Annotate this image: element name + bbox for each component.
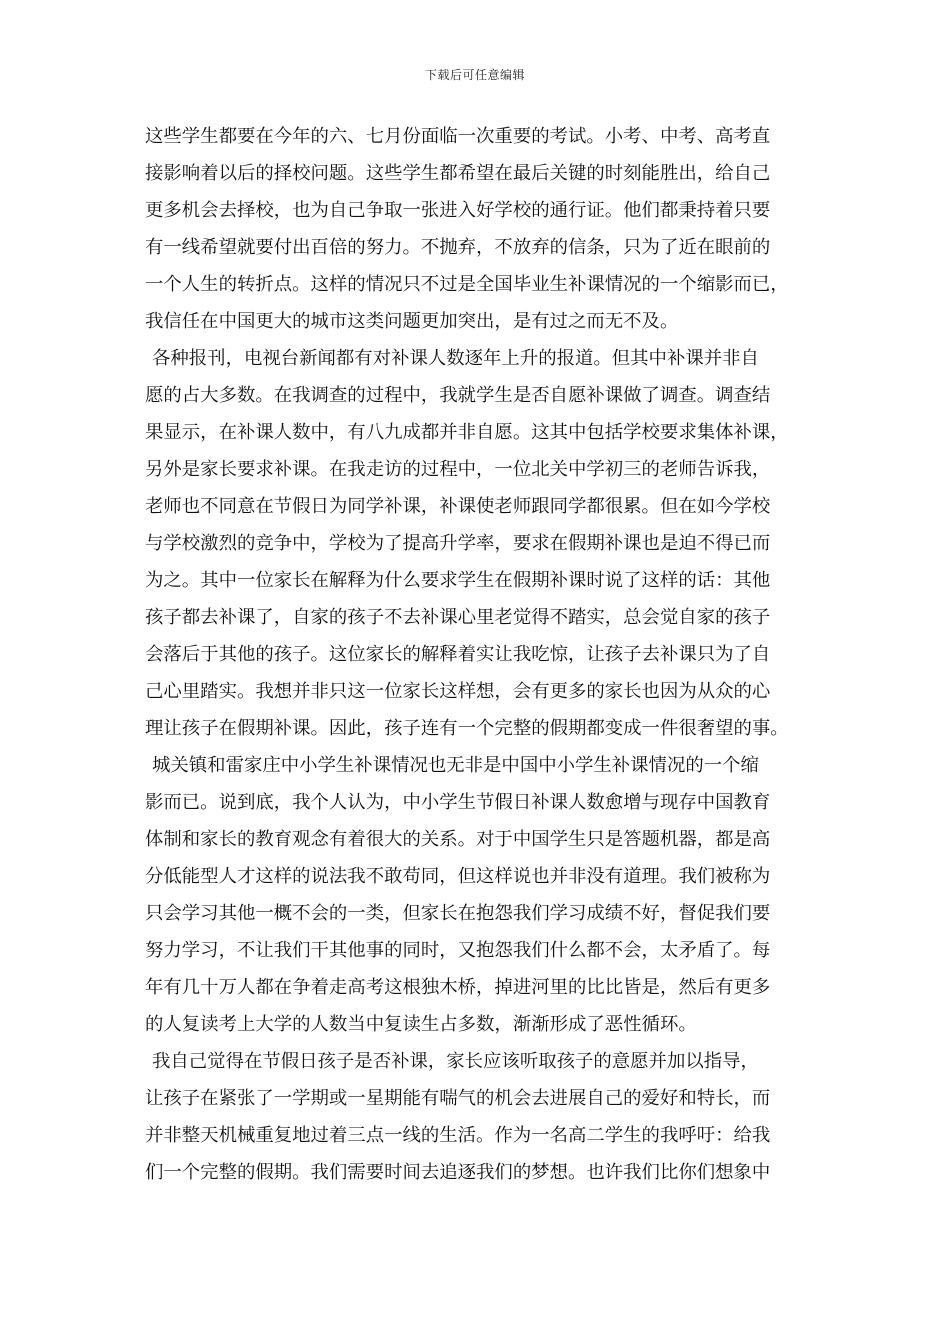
text-line: 体制和家长的教育观念有着很大的关系。对于中国学生只是答题机器，都是高	[145, 829, 771, 850]
text-line: 更多机会去择校，也为自己争取一张进入好学校的通行证。他们都秉持着只要	[145, 200, 771, 221]
text-line: 这些学生都要在今年的六、七月份面临一次重要的考试。小考、中考、高考直	[145, 126, 771, 147]
text-line: 我信任在中国更大的城市这类问题更加突出，是有过之而无不及。	[145, 311, 679, 332]
text-line: 年有几十万人都在争着走高考这根独木桥，掉进河里的比比皆是，然后有更多	[145, 977, 771, 998]
text-line: 果显示，在补课人数中，有八九成都并非自愿。这其中包括学校要求集体补课，	[145, 422, 789, 443]
text-line: 接影响着以后的择校问题。这些学生都希望在最后关键的时刻能胜出，给自己	[145, 163, 771, 184]
text-line: 努力学习，不让我们干其他事的同时，又抱怨我们什么都不会，太矛盾了。每	[145, 940, 771, 961]
text-line: 让孩子在紧张了一学期或一星期能有喘气的机会去进展自己的爱好和特长，而	[145, 1088, 771, 1109]
text-line: 们一个完整的假期。我们需要时间去追逐我们的梦想。也许我们比你们想象中	[145, 1162, 771, 1183]
text-line: 我自己觉得在节假日孩子是否补课，家长应该听取孩子的意愿并加以指导，	[152, 1051, 759, 1072]
text-line: 的人复读考上大学的人数当中复读生占多数，渐渐形成了恶性循环。	[145, 1014, 697, 1035]
document-body	[145, 118, 813, 1191]
text-line: 各种报刊，电视台新闻都有对补课人数逐年上升的报道。但其中补课并非自	[152, 348, 759, 369]
text-line: 有一线希望就要付出百倍的努力。不抛弃，不放弃的信条，只为了近在眼前的	[145, 237, 771, 258]
text-line: 分低能型人才这样的说法我不敢苟同，但这样说也并非没有道理。我们被称为	[145, 866, 771, 887]
text-line: 一个人生的转折点。这样的情况只不过是全国毕业生补课情况的一个缩影而已，	[145, 274, 789, 295]
text-line: 老师也不同意在节假日为同学补课，补课使老师跟同学都很累。但在如今学校	[145, 496, 771, 517]
text-line: 为之。其中一位家长在解释为什么要求学生在假期补课时说了这样的话：其他	[145, 570, 771, 591]
text-line: 并非整天机械重复地过着三点一线的生活。作为一名高二学生的我呼吁：给我	[145, 1125, 771, 1146]
text-line: 影而已。说到底，我个人认为，中小学生节假日补课人数愈增与现存中国教育	[145, 792, 771, 813]
text-line: 孩子都去补课了，自家的孩子不去补课心里老觉得不踏实，总会觉自家的孩子	[145, 607, 771, 628]
text-line: 会落后于其他的孩子。这位家长的解释着实让我吃惊，让孩子去补课只为了自	[145, 644, 771, 665]
text-line: 另外是家长要求补课。在我走访的过程中，一位北关中学初三的老师告诉我，	[145, 459, 771, 480]
text-line: 与学校激烈的竞争中，学校为了提高升学率，要求在假期补课也是迫不得已而	[145, 533, 771, 554]
text-line: 理让孩子在假期补课。因此，孩子连有一个完整的假期都变成一件很奢望的事。	[145, 718, 789, 739]
text-line: 己心里踏实。我想并非只这一位家长这样想，会有更多的家长也因为从众的心	[145, 681, 771, 702]
page-header: 下载后可任意编辑	[424, 68, 525, 82]
text-line: 愿的占大多数。在我调查的过程中，我就学生是否自愿补课做了调查。调查结	[145, 385, 771, 406]
text-line: 城关镇和雷家庄中小学生补课情况也无非是中国中小学生补课情况的一个缩	[152, 755, 759, 776]
text-line: 只会学习其他一概不会的一类，但家长在抱怨我们学习成绩不好，督促我们要	[145, 903, 771, 924]
